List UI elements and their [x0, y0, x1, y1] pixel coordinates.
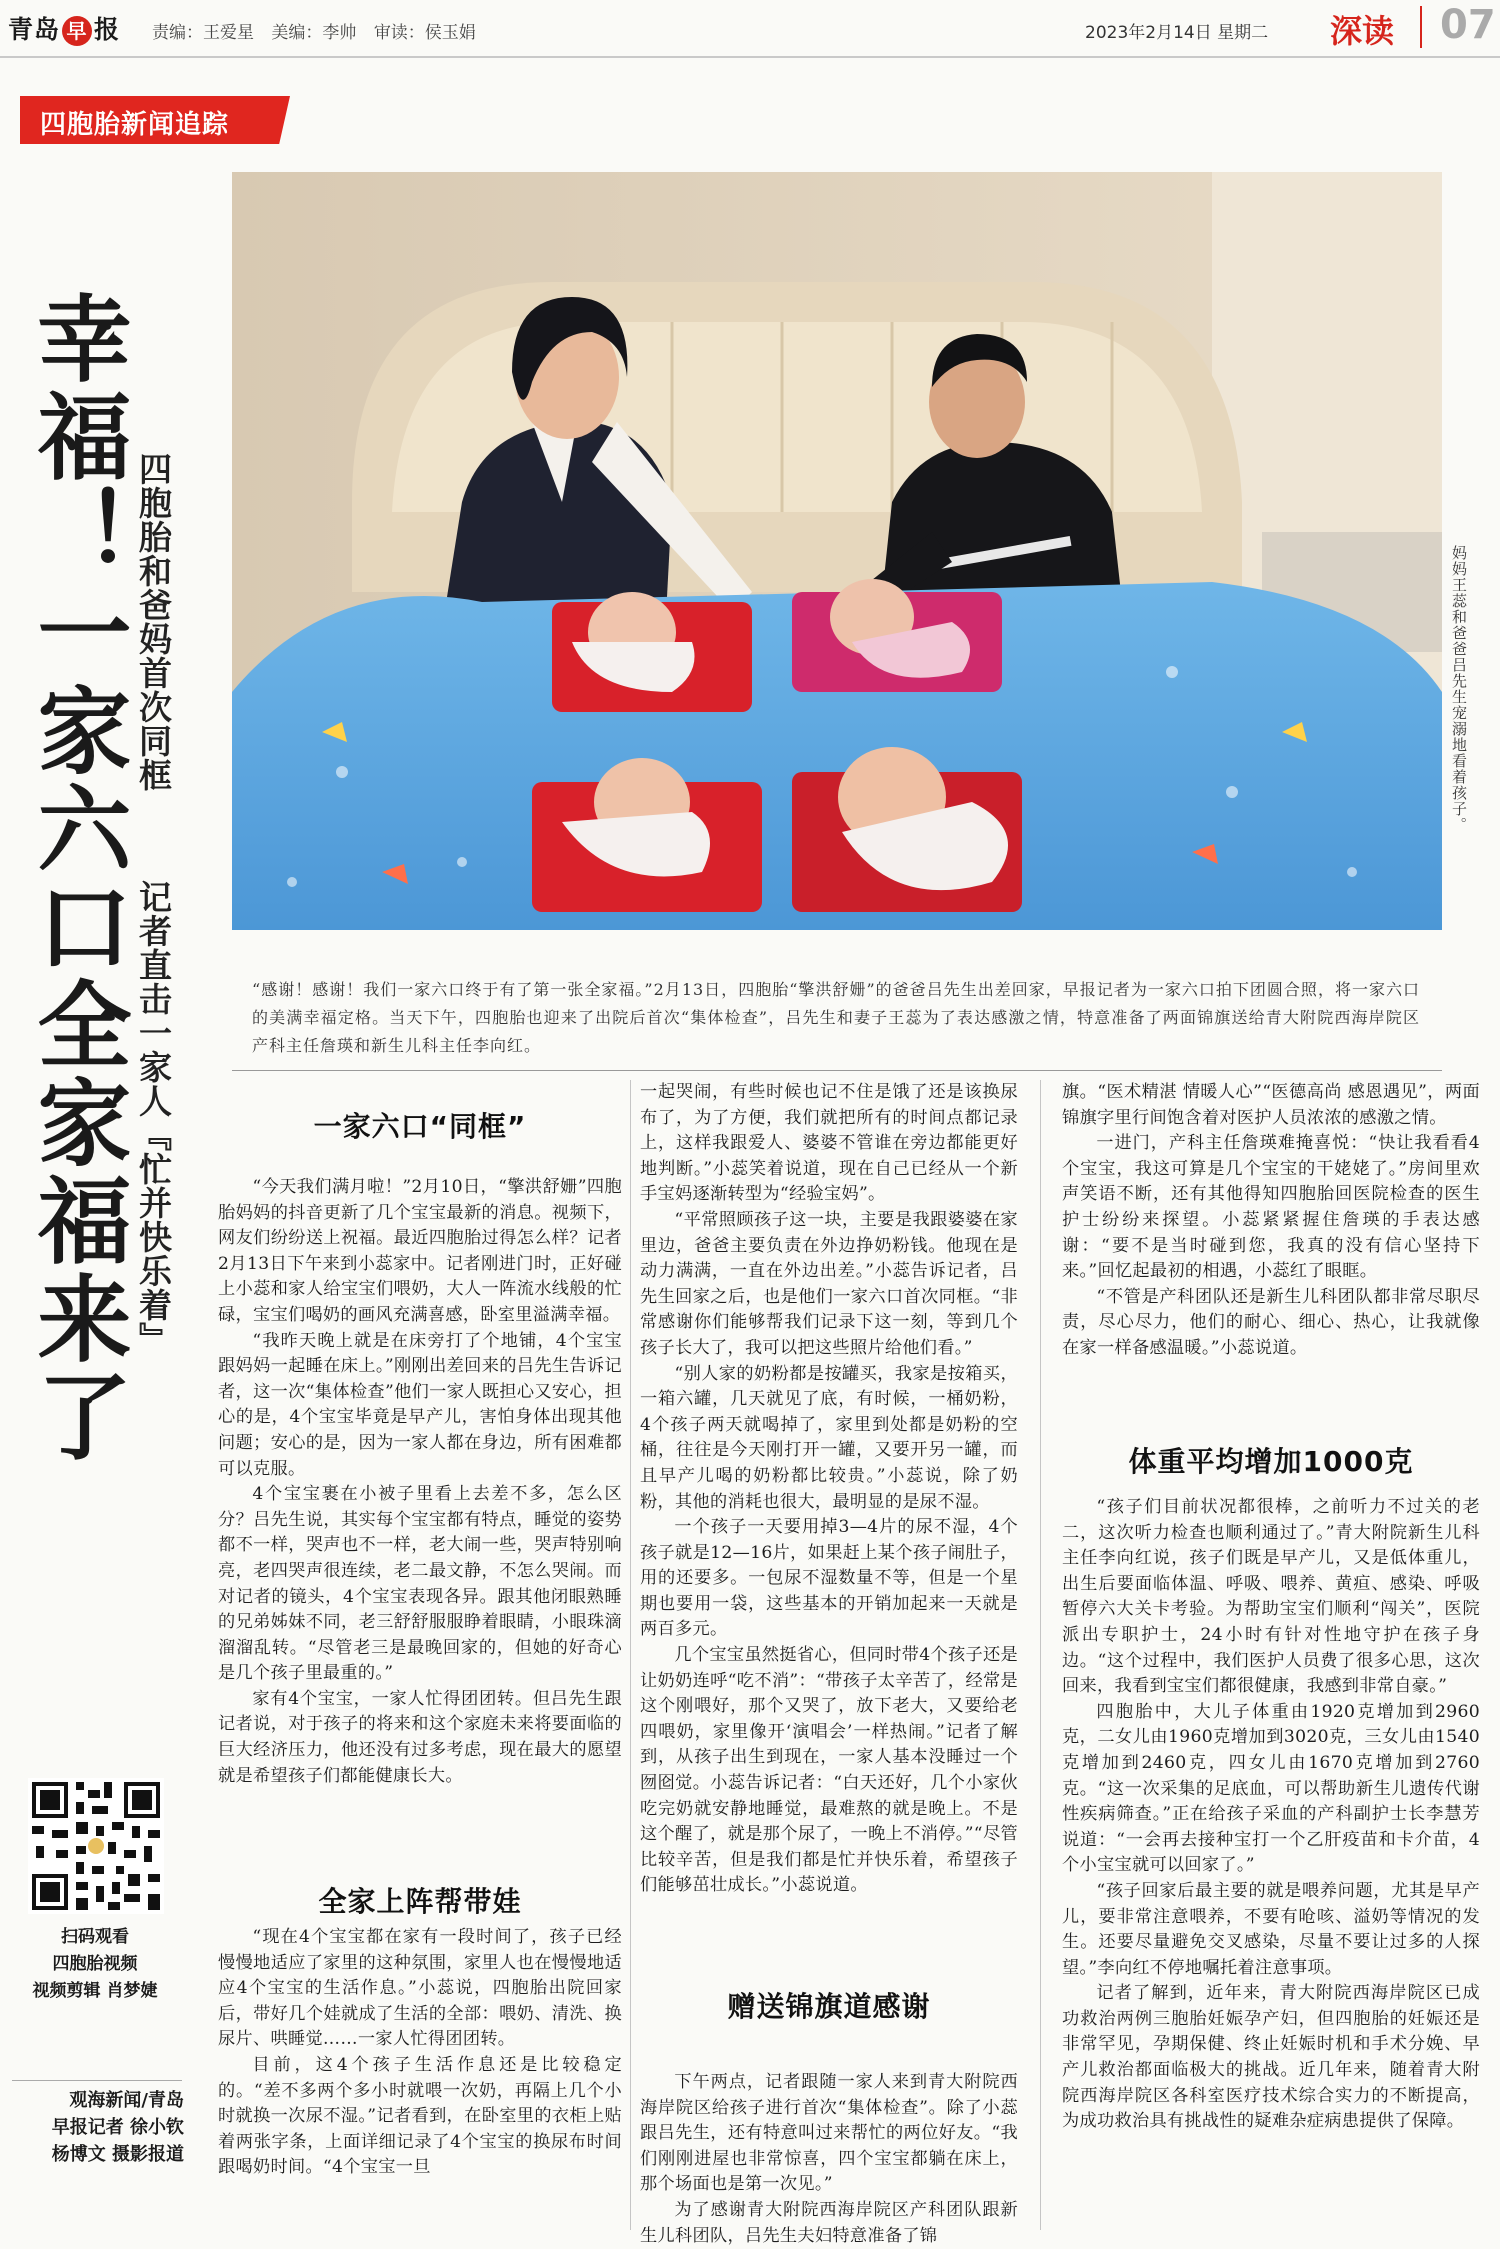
qr-caption — [20, 1924, 170, 2005]
family-photo-illustration — [232, 172, 1442, 930]
header-divider — [1420, 6, 1422, 48]
paragraph: “平常照顾孩子这一块，主要是我跟婆婆在家里边，爸爸主要负责在外边挣奶粉钱。他现在是动力满满，一直在外边出差。”小蕊告诉记者，吕先生回家之后，也是他们一家六口首次同框。“非常感谢你们能够帮我们记录下这一刻，等到几个孩子长大了，我可以把这些照片给他们看。” — [640, 1209, 1018, 1358]
dateline: 2023年2月14日 星期二 — [1085, 23, 1269, 43]
byline-line: 早报记者 徐小钦 — [51, 2117, 184, 2138]
article-column-3-lower — [1062, 1495, 1480, 2135]
caption-rule — [232, 1070, 1442, 1071]
subheadline-second: 记者直击一家人『忙并快乐着』 — [134, 880, 173, 1356]
article-column-3 — [1062, 1080, 1480, 1362]
paragraph: “今天我们满月啦！”2月10日，“擎洪舒姗”四胞胎妈妈的抖音更新了几个宝宝最新的消息。视频下，网友们纷纷送上祝福。最近四胞胎过得怎么样？记者2月13日下午来到小蕊家中。记者刚进门时，正好碰上小蕊和家人给宝宝们喂奶，大人一阵流水线般的忙碌，宝宝们喝奶的画风充满喜感，卧室里溢满幸福。 — [218, 1177, 622, 1325]
editor-credits — [152, 18, 488, 43]
paragraph: 目前，这4个孩子生活作息还是比较稳定的。“差不多两个多小时就喂一次奶，再隔上几个小时就换一次尿不湿。”记者看到，在卧室里的衣柜上贴着两张字条，上面详细记录了4个宝宝的换尿布时间跟喝奶时间。“4个宝宝一旦 — [218, 2054, 622, 2178]
paragraph: 记者了解到，近年来，青大附院西海岸院区已成功救治两例三胞胎妊娠孕产妇，但四胞胎的妊娠还是非常罕见，孕期保健、终止妊娠时机和手术分娩、早产儿救治都面临极大的挑战。近几年来，随着青大附院西海岸院区各科室医疗技术综合实力的不断提高，为成功救治具有挑战性的疑难杂症病患提供了保障。 — [1062, 1983, 1480, 2132]
qr-line: 扫码观看 — [61, 1927, 129, 1947]
article-column-1-lower — [218, 1925, 622, 2181]
credit-designer: 美编：李帅 — [271, 23, 357, 43]
paragraph: “不管是产科团队还是新生儿科团队都非常尽职尽责，尽心尽力，他们的耐心、细心、热心，让我就像在家一样备感温暖。”小蕊说道。 — [1062, 1286, 1480, 1358]
column-rule — [630, 1080, 631, 2230]
byline-line: 观海新闻/青岛 — [69, 2090, 184, 2111]
family-photo — [232, 172, 1442, 930]
page-number: 07 — [1440, 2, 1496, 48]
photo-caption: “感谢！感谢！我们一家六口终于有了第一张全家福。”2月13日，四胞胎“擎洪舒姗”的爸爸吕先生出差回家，早报记者为一家六口拍下团圆合照，将一家六口的美满幸福定格。当天下午，四胞胎也迎来了出院后首次“集体检查”，吕先生和妻子王蕊为了表达感激之情，特意准备了两面锦旗送给青大附院西海岸院区产科主任詹瑛和新生儿科主任李向红。 — [252, 980, 1420, 1055]
section-name: 深读 — [1330, 12, 1395, 50]
qr-code-graphic — [28, 1778, 164, 1914]
column-tag-label: 四胞胎新闻追踪 — [40, 110, 230, 140]
paragraph: 为了感谢青大附院西海岸院区产科团队跟新生儿科团队，吕先生夫妇特意准备了锦 — [640, 2199, 1018, 2246]
paragraph: 旗。“医术精湛 情暖人心”“医德高尚 感恩遇见”，两面锦旗字里行间饱含着对医护人员浓浓的感激之情。 — [1062, 1082, 1480, 1128]
column-rule — [1040, 1080, 1041, 2230]
section-title-weight-gain: 体重平均增加1000克 — [1128, 1445, 1414, 1478]
main-headline: 幸福！一家六口全家福来了 — [21, 290, 131, 1466]
section-title-family-care: 全家上阵帮带娃 — [318, 1885, 522, 1918]
credit-editor: 责编：王爱星 — [152, 23, 254, 43]
qr-line: 视频剪辑 肖梦婕 — [32, 1981, 158, 2001]
byline — [8, 2087, 184, 2168]
section-title-banner-thanks: 赠送锦旗道感谢 — [727, 1990, 931, 2023]
paragraph: 四胞胎中，大儿子体重由1920克增加到2960克，二女儿由1960克增加到3020克，三女儿由1540克增加到2460克，四女儿由1670克增加到2760克。“这一次采集的足底血，可以帮助新生儿遗传代谢性疾病筛查。”正在给孩子采血的产科副护士长李慧芳说道：“一会再去接种宝打一个乙肝疫苗和卡介苗，4个小宝宝就可以回家了。” — [1062, 1701, 1480, 1876]
byline-rule — [12, 2080, 182, 2081]
paragraph: 一个孩子一天要用掉3—4片的尿不湿，4个孩子就是12—16片，如果赶上某个孩子闹肚子，用的还要多。一包尿不湿数量不等，但是一个星期也要用一袋，这些基本的开销加起来一天就是两百多元。 — [640, 1517, 1018, 1640]
paragraph: 下午两点，记者跟随一家人来到青大附院西海岸院区给孩子进行首次“集体检查”。除了小蕊跟吕先生，还有特意叫过来帮忙的两位好友。“我们刚刚进屋也非常惊喜，四个宝宝都躺在床上，那个场面也是第一次见。” — [640, 2072, 1018, 2195]
subheadline-first: 四胞胎和爸妈首次同框 — [134, 452, 173, 792]
article-column-2 — [640, 1080, 1018, 1899]
paragraph: 家有4个宝宝，一家人忙得团团转。但吕先生跟记者说，对于孩子的将来和这个家庭未来将要面临的巨大经济压力，他还没有过多考虑，现在最大的愿望就是希望孩子们都能健康长大。 — [218, 1688, 622, 1786]
article-column-2-lower — [640, 2070, 1018, 2249]
paragraph: 几个宝宝虽然挺省心，但同时带4个孩子还是让奶奶连呼“吃不消”：“带孩子太辛苦了，经常是这个刚喂好，那个又哭了，放下老大，又要给老四喂奶，家里像开‘演唱会’一样热闹。”记者了解到，从孩子出生到现在，一家人基本没睡过一个囫囵觉。小蕊告诉记者：“白天还好，几个小家伙吃完奶就安静地睡觉，最难熬的就是晚上。不是这个醒了，就是那个尿了，一晚上不消停。”“尽管比较辛苦，但是我们都是忙并快乐着，希望孩子们能够茁壮成长。”小蕊说道。 — [640, 1645, 1018, 1896]
photo-caption-vertical: 妈妈王蕊和爸爸吕先生宠溺地看着孩子。 — [1450, 545, 1468, 833]
paragraph: “现在4个宝宝都在家有一段时间了，孩子已经慢慢地适应了家里的这种氛围，家里人也在慢慢地适应4个宝宝的生活作息。”小蕊说，四胞胎出院回家后，带好几个娃就成了生活的全部：喂奶、清洗、换尿片、哄睡觉……一家人忙得团团转。 — [218, 1927, 622, 2050]
paragraph: “孩子回家后最主要的就是喂养问题，尤其是早产儿，要非常注意喂养，不要有呛咳、溢奶等情况的发生。还要尽量避免交叉感染，尽量不要让过多的人探望。”李向红不停地嘱托着注意事项。 — [1062, 1880, 1480, 1978]
article-column-1 — [218, 1175, 622, 1789]
byline-line: 杨博文 摄影报道 — [51, 2144, 184, 2165]
section-title-same-frame: 一家六口“同框” — [313, 1110, 527, 1143]
paragraph: 一进门，产科主任詹瑛难掩喜悦：“快让我看看4个宝宝，我这可算是几个宝宝的干姥姥了。”房间里欢声笑语不断，还有其他得知四胞胎回医院检查的医生护士纷纷来探望。小蕊紧紧握住詹瑛的手表达感谢：“要不是当时碰到您，我真的没有信心坚持下来。”回忆起最初的相遇，小蕊红了眼眶。 — [1062, 1133, 1480, 1282]
header-rule — [0, 56, 1500, 58]
qr-line: 四胞胎视频 — [52, 1954, 138, 1974]
paragraph: “我昨天晚上就是在床旁打了个地铺，4个宝宝跟妈妈一起睡在床上。”刚刚出差回来的吕先生告诉记者，这一次“集体检查”他们一家人既担心又安心，担心的是，4个宝宝毕竟是早产儿，害怕身体出现其他问题；安心的是，因为一家人都在身边，所有困难都可以克服。 — [218, 1330, 622, 1479]
credit-reviewer: 审读：侯玉娟 — [373, 23, 476, 43]
qr-code-icon[interactable] — [28, 1778, 164, 1914]
paragraph: 4个宝宝裹在小被子里看上去差不多，怎么区分？吕先生说，其实每个宝宝都有特点，睡觉的姿势都不一样，哭声也不一样，老大闹一些，哭声特别响亮，老四哭声很连续，老二最文静，不怎么哭闹。而对记者的镜头，4个宝宝表现各异。跟其他闭眼熟睡的兄弟姊妹不同，老三舒舒服服睁着眼睛，小眼珠滴溜溜乱转。“尽管老三是最晚回家的，但她的好奇心是几个孩子里最重的。” — [218, 1484, 622, 1684]
paragraph: “别人家的奶粉都是按罐买，我家是按箱买，一箱六罐，几天就见了底，有时候，一桶奶粉，4个孩子两天就喝掉了，家里到处都是奶粉的空桶，往往是今天刚打开一罐，又要开另一罐，而且早产儿喝的奶粉都比较贵。”小蕊说，除了奶粉，其他的消耗也很大，最明显的是尿不湿。 — [640, 1363, 1018, 1512]
logo-mark-icon: 早 — [62, 16, 92, 46]
newspaper-logo: 青岛 早 报 — [8, 15, 121, 44]
paragraph: “孩子们目前状况都很棒，之前听力不过关的老二，这次听力检查也顺利通过了。”青大附院新生儿科主任李向红说，孩子们既是早产儿，又是低体重儿，出生后要面临体温、呼吸、喂养、黄疸、感染、呼吸暂停六大关卡考验。为帮助宝宝们顺利“闯关”，医院派出专职护士，24小时有针对性地守护在孩子身边。“这个过程中，我们医护人员费了很多心思，这次回来，我看到宝宝们都很健康，我感到非常自豪。” — [1062, 1497, 1480, 1697]
paragraph: 一起哭闹，有些时候也记不住是饿了还是该换尿布了，为了方便，我们就把所有的时间点都记录上，这样我跟爱人、婆婆不管谁在旁边都能更好地判断。”小蕊笑着说道，现在自己已经从一个新手宝妈逐渐转型为“经验宝妈”。 — [640, 1082, 1018, 1205]
